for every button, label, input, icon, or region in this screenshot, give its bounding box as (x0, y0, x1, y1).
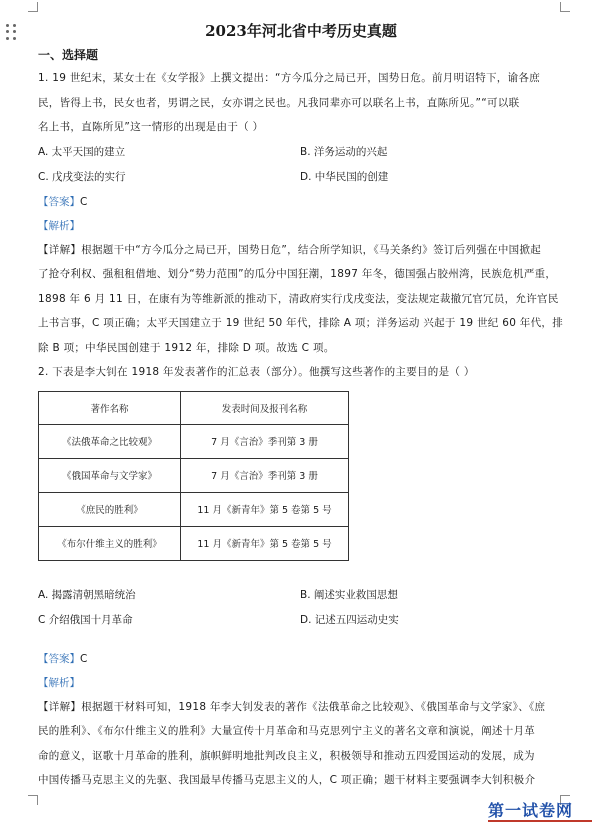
question-2-answer (38, 647, 564, 671)
table-cell: 11 月《新青年》第 5 卷第 5 号 (181, 492, 349, 526)
table-cell: 《法俄革命之比较观》 (39, 424, 181, 458)
detail-line: 上书言事，C 项正确；太平天国建立于 19 世纪 50 年代，排除 A 项；洋务运动 兴起于 19 世纪 60 年代，排 (38, 317, 564, 329)
question-1-line: 1. 19 世纪末，某女士在《女学报》上撰文提出：“方今瓜分之局已开，国势日危。前月明诏特下，谕各庶 (38, 72, 540, 84)
analysis-tag: 【解析】 (38, 219, 80, 232)
option-a: A. 太平天国的建立 (38, 145, 126, 158)
answer-value: C (80, 652, 88, 665)
crop-mark-top-right (560, 2, 570, 12)
table-row (39, 458, 349, 492)
detail-line: 中国传播马克思主义的先驱、我国最早传播马克思主义的人，C 项正确；题干材料主要强调李大钊积极介 (38, 774, 536, 786)
watermark-logo: 第一试卷网 (488, 801, 574, 820)
table-row (39, 492, 349, 526)
detail-text: 根据题干材料可知，1918 年李大钊发表的著作《法俄革命之比较观》、《俄国革命与文学家》、《庶 (81, 700, 546, 713)
table-cell: 11 月《新青年》第 5 卷第 5 号 (181, 526, 349, 560)
table-header: 发表时间及报刊名称 (181, 391, 349, 424)
table-cell: 《布尔什维主义的胜利》 (39, 526, 181, 560)
table-cell: 《俄国革命与文学家》 (39, 458, 181, 492)
option-d: D. 记述五四运动史实 (300, 613, 399, 626)
watermark-underline (488, 820, 592, 822)
question-1-stem (38, 66, 564, 140)
table-header-row (39, 391, 349, 424)
document-title: 2023年河北省中考历史真题 (205, 22, 397, 40)
detail-line: 除 B 项；中华民国创建于 1912 年，排除 D 项。故选 C 项。 (38, 341, 335, 354)
question-1-line: 名上书，直陈所见”这一情形的出现是由于（ ） (38, 121, 264, 133)
crop-mark-top-left (28, 2, 38, 12)
option-b: B. 洋务运动的兴起 (300, 145, 388, 158)
question-1-options (38, 140, 564, 190)
option-c: C. 戊戌变法的实行 (38, 170, 126, 183)
detail-text: 根据题干中“方今瓜分之局已开，国势日危”，结合所学知识，《马关条约》签订后列强在中国掀起 (81, 243, 542, 256)
question-2-stem (38, 360, 564, 385)
option-b: B. 阐述实业救国思想 (300, 588, 398, 601)
question-1-detail (38, 238, 564, 361)
works-table (38, 391, 349, 561)
document-content (38, 18, 564, 793)
table-header: 著作名称 (39, 391, 181, 424)
answer-tag: 【答案】 (38, 652, 80, 665)
detail-line (38, 695, 564, 720)
detail-line (38, 238, 564, 263)
question-1-line: 民，皆得上书，民女也者，男谓之民，女亦谓之民也。凡我同辈亦可以联名上书，直陈所见。”“可以联 (38, 96, 520, 109)
detail-line: 民的胜利》、《布尔什维主义的胜利》大量宣传十月革命和马克思列宁主义的著名文章和演说，阐述十月革 (38, 725, 536, 737)
detail-line: 了抢夺利权、强租租借地、划分“势力范围”的瓜分中国狂潮，1897 年冬，德国强占胶州湾，民族危机严重， (38, 268, 557, 280)
table-cell: 《庶民的胜利》 (39, 492, 181, 526)
table-cell: 7 月《言治》季刊第 3 册 (181, 424, 349, 458)
section-heading: 一、选择题 (38, 48, 99, 62)
analysis-tag: 【解析】 (38, 676, 80, 689)
question-2-line: 2. 下表是李大钊在 1918 年发表著作的汇总表（部分）。他撰写这些著作的主要目的是（ ） (38, 366, 475, 378)
option-d: D. 中华民国的创建 (300, 170, 389, 183)
detail-tag: 【详解】 (38, 243, 82, 256)
question-2-detail (38, 695, 564, 793)
detail-line: 1898 年 6 月 11 日，在康有为等维新派的推动下，清政府实行戊戌变法，变法规定裁撤冗官冗员，允许官民 (38, 292, 559, 305)
question-1-answer (38, 190, 564, 214)
question-2-options (38, 583, 564, 633)
answer-value: C (80, 195, 88, 208)
option-a: A. 揭露清朝黑暗统治 (38, 588, 136, 601)
detail-line: 命的意义，讴歌十月革命的胜利，旗帜鲜明地批判改良主义，积极领导和推动五四爱国运动的发展，成为 (38, 749, 535, 762)
table-row (39, 526, 349, 560)
option-c: C 介绍俄国十月革命 (38, 613, 133, 626)
detail-tag: 【详解】 (38, 700, 82, 713)
table-cell: 7 月《言治》季刊第 3 册 (181, 458, 349, 492)
crop-mark-bottom-left (28, 795, 38, 805)
answer-tag: 【答案】 (38, 195, 80, 208)
drag-handle-icon[interactable] (6, 24, 18, 40)
table-row (39, 424, 349, 458)
